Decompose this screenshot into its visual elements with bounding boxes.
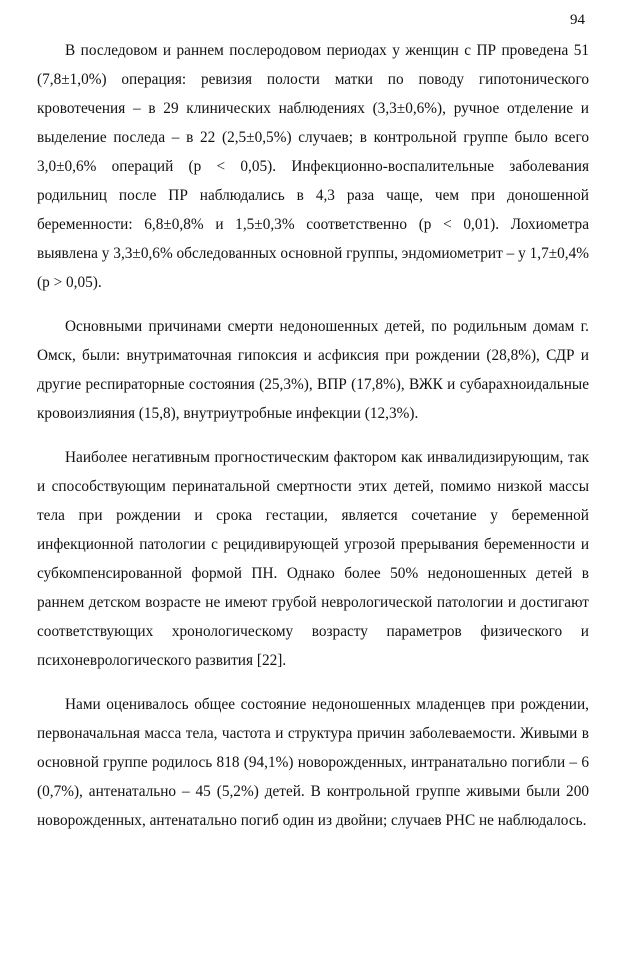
paragraph-newborn-condition: Нами оценивалось общее состояние недоношенных младенцев при рождении, первоначальная масса тела, частота и структура причин заболеваемости. Живыми в основной группе родилось 818 (94,1%) новорожденных, интранатально погибли – 6 (0,7%), антенатально – 45 (5,2%) детей. В контрольной группе живыми были 200 новорожденных, антенатально погиб один из двойни; случаев РНС не наблюдалось.: [37, 696, 589, 829]
body-text: [37, 36, 589, 850]
paragraph-prognostic-factor: Наиболее негативным прогностическим фактором как инвалидизирующим, так и способствующим перинатальной смертности этих детей, помимо низкой массы тела при рождении и срока гестации, является сочетание у беременной инфекционной патологии с рецидивирующей угрозой прерывания беременности и субкомпенсированной формой ПН. Однако более 50% недоношенных детей в раннем детском возрасте не имеют грубой неврологической патологии и достигают соответствующих хронологическому возрасту параметров физического и психоневрологического развития [22].: [37, 449, 589, 669]
paragraph-postpartum-operations: В последовом и раннем послеродовом периодах у женщин с ПР проведена 51 (7,8±1,0%) операция: ревизия полости матки по поводу гипотонического кровотечения – в 29 клинических наблюдениях (3,3±0,6%), ручное отделение и выделение последа – в 22 (2,5±0,5%) случаев; в контрольной группе было всего 3,0±0,6% операций (p < 0,05). Инфекционно-воспалительные заболевания родильниц после ПР наблюдались в 4,3 раза чаще, чем при доношенной беременности: 6,8±0,8% и 1,5±0,3% соответственно (p < 0,01). Лохиометра выявлена у 3,3±0,6% обследованных основной группы, эндомиометрит – у 1,7±0,4% (p > 0,05).: [37, 42, 589, 291]
paragraph-causes-of-death: Основными причинами смерти недоношенных детей, по родильным домам г. Омск, были: внутриматочная гипоксия и асфиксия при рождении (28,8%), СДР и другие респираторные состояния (25,3%), ВПР (17,8%), ВЖК и субарахноидальные кровоизлияния (15,8), внутриутробные инфекции (12,3%).: [37, 318, 589, 422]
page-number: 94: [570, 12, 585, 28]
